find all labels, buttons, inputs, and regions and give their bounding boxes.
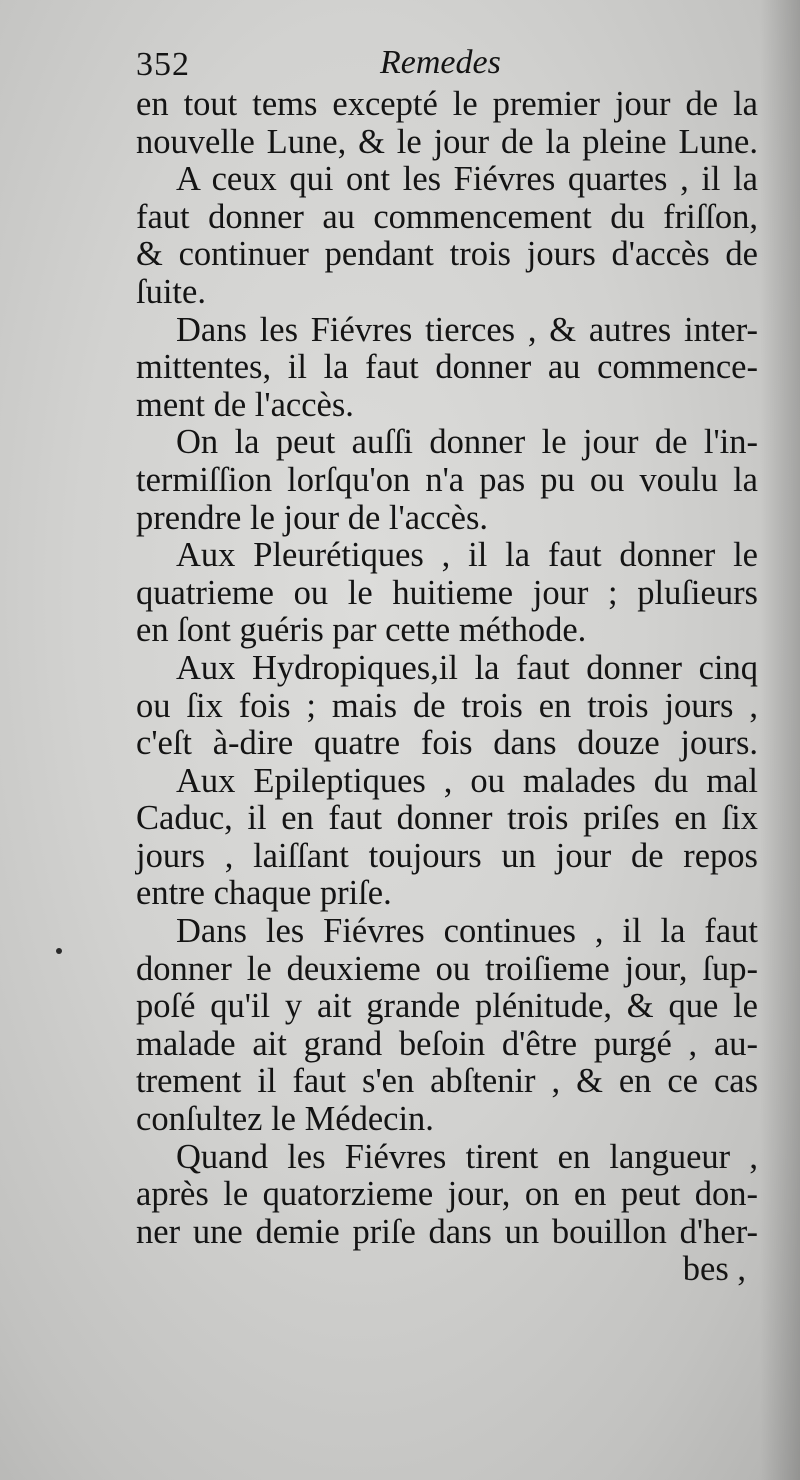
page-number: 352 bbox=[136, 46, 190, 83]
ink-speck bbox=[56, 948, 62, 954]
text-line: faut donner au commencement du friſſon, bbox=[136, 197, 758, 236]
body-text bbox=[136, 86, 758, 1289]
text-line: prendre le jour de l'accès. bbox=[136, 498, 488, 537]
page-header bbox=[136, 38, 756, 88]
text-line: Aux Hydropiques,il la faut donner cinq bbox=[176, 648, 758, 687]
text-line: Aux Epileptiques , ou malades du mal bbox=[176, 761, 758, 800]
text-line: après le quatorzieme jour, on en peut don- bbox=[136, 1175, 758, 1214]
text-line: On la peut auſſi donner le jour de l'in- bbox=[176, 423, 758, 462]
text-line: jours , laiſſant toujours un jour de repos bbox=[136, 836, 758, 875]
text-line: Dans les Fiévres tierces , & autres inter- bbox=[176, 310, 758, 349]
text-line: ou ſix fois ; mais de trois en trois jours , bbox=[136, 686, 758, 725]
page-edge-shadow bbox=[760, 0, 800, 1480]
text-line: ment de l'accès. bbox=[136, 385, 354, 424]
text-line: donner le deuxieme ou troiſieme jour, ſup- bbox=[136, 949, 758, 988]
text-line: en tout tems excepté le premier jour de la bbox=[136, 85, 758, 123]
text-line: termiſſion lorſqu'on n'a pas pu ou voulu la bbox=[136, 460, 758, 499]
text-line: ner une demie priſe dans un bouillon d'her- bbox=[136, 1212, 758, 1251]
text-line: malade ait grand beſoin d'être purgé , au- bbox=[136, 1024, 758, 1063]
text-line: entre chaque priſe. bbox=[136, 874, 392, 913]
text-line: Aux Pleurétiques , il la faut donner le bbox=[176, 536, 758, 575]
text-line: en ſont guéris par cette méthode. bbox=[136, 611, 587, 650]
text-line: Dans les Fiévres continues , il la faut bbox=[176, 912, 758, 951]
text-line: Quand les Fiévres tirent en langueur , bbox=[176, 1137, 758, 1176]
text-line: trement il faut s'en abſtenir , & en ce cas bbox=[136, 1062, 758, 1101]
text-line: ſuite. bbox=[136, 272, 206, 311]
catchword: bes , bbox=[682, 1250, 746, 1289]
text-line: A ceux qui ont les Fiévres quartes , il la bbox=[176, 160, 758, 199]
text-line: c'eſt à-dire quatre fois dans douze jours. bbox=[136, 724, 758, 763]
text-line: conſultez le Médecin. bbox=[136, 1100, 434, 1139]
text-line: nouvelle Lune, & le jour de la pleine Lune. bbox=[136, 122, 758, 161]
text-line: poſé qu'il y ait grande plénitude, & que le bbox=[136, 987, 758, 1026]
text-line: quatrieme ou le huitieme jour ; pluſieurs bbox=[136, 573, 758, 612]
text-line: & continuer pendant trois jours d'accès de bbox=[136, 235, 758, 274]
text-line: Caduc, il en faut donner trois priſes en ſix bbox=[136, 799, 758, 838]
text-line: mittentes, il la faut donner au commence- bbox=[136, 348, 758, 387]
running-head: Remedes bbox=[380, 44, 501, 81]
